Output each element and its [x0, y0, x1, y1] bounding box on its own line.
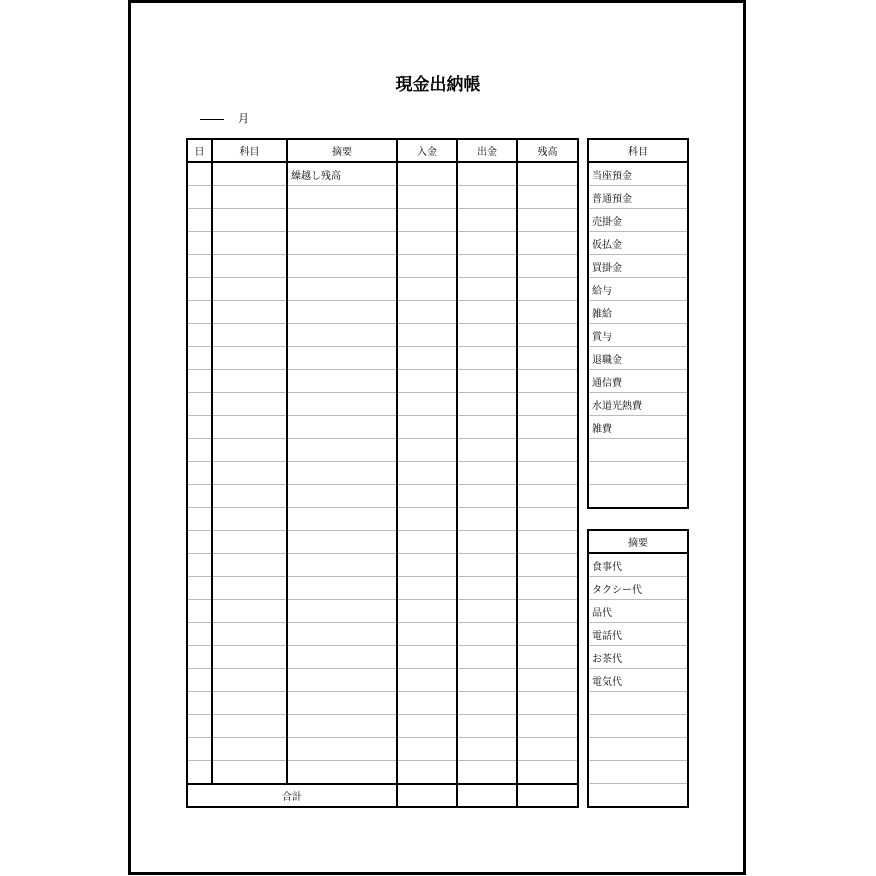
table-cell[interactable]	[212, 554, 287, 577]
table-cell[interactable]	[187, 462, 212, 485]
table-cell[interactable]	[517, 462, 578, 485]
table-cell[interactable]	[287, 370, 397, 393]
table-cell[interactable]	[187, 531, 212, 554]
table-cell[interactable]	[517, 347, 578, 370]
table-cell[interactable]	[212, 761, 287, 785]
table-cell[interactable]	[517, 324, 578, 347]
table-cell[interactable]	[187, 692, 212, 715]
column-header: 入金	[397, 139, 457, 162]
table-cell[interactable]	[212, 347, 287, 370]
table-cell[interactable]	[457, 255, 517, 278]
table-cell[interactable]	[517, 186, 578, 209]
total-cell[interactable]	[397, 784, 457, 807]
table-cell[interactable]	[457, 162, 517, 186]
table-cell[interactable]	[397, 370, 457, 393]
column-header: 科目	[212, 139, 287, 162]
table-cell[interactable]	[212, 646, 287, 669]
list-item: タクシー代	[588, 577, 688, 600]
table-row	[187, 255, 578, 278]
table-cell[interactable]	[397, 278, 457, 301]
table-row	[187, 232, 578, 255]
table-cell[interactable]	[397, 186, 457, 209]
table-cell[interactable]	[287, 393, 397, 416]
list-item: 買掛金	[588, 255, 688, 278]
table-cell[interactable]	[287, 255, 397, 278]
table-cell[interactable]	[187, 162, 212, 186]
table-cell[interactable]	[457, 485, 517, 508]
table-cell[interactable]	[517, 255, 578, 278]
table-cell[interactable]	[517, 761, 578, 785]
list-item: 当座預金	[588, 162, 688, 186]
table-cell[interactable]	[517, 232, 578, 255]
table-cell[interactable]	[457, 508, 517, 531]
column-header: 残高	[517, 139, 578, 162]
table-cell[interactable]	[287, 669, 397, 692]
table-cell[interactable]	[457, 531, 517, 554]
month-label: 月	[238, 112, 249, 125]
table-cell[interactable]	[187, 761, 212, 785]
list-item	[588, 784, 688, 808]
list-item: 給与	[588, 278, 688, 301]
table-cell[interactable]	[457, 761, 517, 785]
table-row	[187, 761, 578, 785]
accounts-table	[587, 138, 689, 509]
table-cell[interactable]	[187, 416, 212, 439]
table-cell[interactable]	[187, 347, 212, 370]
month-field	[200, 110, 249, 126]
table-row	[187, 186, 578, 209]
table-row	[187, 600, 578, 623]
table-row	[187, 278, 578, 301]
table-cell[interactable]	[212, 623, 287, 646]
list-item	[588, 439, 688, 462]
table-cell[interactable]	[287, 692, 397, 715]
table-cell[interactable]	[187, 485, 212, 508]
table-cell[interactable]	[397, 393, 457, 416]
table-row	[187, 669, 578, 692]
table-cell[interactable]	[187, 554, 212, 577]
table-cell[interactable]	[287, 646, 397, 669]
table-cell[interactable]	[517, 301, 578, 324]
table-cell[interactable]	[517, 715, 578, 738]
table-cell[interactable]	[457, 715, 517, 738]
table-cell[interactable]	[457, 462, 517, 485]
table-cell[interactable]	[212, 577, 287, 600]
table-cell[interactable]	[397, 577, 457, 600]
list-item: 食事代	[588, 553, 688, 577]
table-cell[interactable]	[287, 416, 397, 439]
list-item: 電話代	[588, 623, 688, 646]
table-cell[interactable]	[517, 416, 578, 439]
table-cell[interactable]	[457, 347, 517, 370]
table-cell[interactable]	[457, 623, 517, 646]
table-cell[interactable]	[212, 462, 287, 485]
table-cell[interactable]	[397, 715, 457, 738]
table-cell[interactable]	[397, 508, 457, 531]
table-cell[interactable]	[517, 623, 578, 646]
table-cell[interactable]	[287, 600, 397, 623]
accounts-header: 科目	[588, 139, 688, 162]
table-cell[interactable]	[397, 669, 457, 692]
table-cell[interactable]	[287, 209, 397, 232]
table-cell[interactable]	[457, 692, 517, 715]
table-row	[187, 462, 578, 485]
table-cell[interactable]	[397, 347, 457, 370]
table-cell[interactable]	[212, 370, 287, 393]
table-cell[interactable]	[457, 577, 517, 600]
table-row	[187, 393, 578, 416]
table-cell[interactable]	[287, 186, 397, 209]
table-cell[interactable]	[212, 508, 287, 531]
table-cell[interactable]	[187, 623, 212, 646]
table-row	[187, 623, 578, 646]
table-cell[interactable]	[517, 554, 578, 577]
table-cell[interactable]	[187, 577, 212, 600]
table-cell[interactable]	[457, 554, 517, 577]
table-cell[interactable]	[397, 692, 457, 715]
table-cell[interactable]	[212, 255, 287, 278]
table-cell[interactable]	[457, 370, 517, 393]
table-cell[interactable]	[187, 646, 212, 669]
table-cell[interactable]	[287, 738, 397, 761]
table-cell[interactable]	[212, 738, 287, 761]
table-cell[interactable]	[212, 485, 287, 508]
table-cell[interactable]	[287, 485, 397, 508]
table-cell[interactable]	[287, 232, 397, 255]
column-header: 出金	[457, 139, 517, 162]
table-cell[interactable]	[212, 416, 287, 439]
table-cell[interactable]	[517, 600, 578, 623]
table-cell[interactable]	[287, 761, 397, 785]
table-cell[interactable]	[187, 324, 212, 347]
table-cell[interactable]	[187, 669, 212, 692]
table-cell[interactable]	[517, 209, 578, 232]
table-row	[187, 324, 578, 347]
table-cell[interactable]	[287, 623, 397, 646]
list-item: 電気代	[588, 669, 688, 692]
list-item: 水道光熱費	[588, 393, 688, 416]
table-cell[interactable]	[187, 255, 212, 278]
table-cell[interactable]	[517, 692, 578, 715]
table-cell[interactable]	[397, 623, 457, 646]
table-cell[interactable]	[212, 324, 287, 347]
table-cell[interactable]	[212, 600, 287, 623]
table-cell[interactable]	[212, 209, 287, 232]
table-cell[interactable]	[397, 761, 457, 785]
table-cell[interactable]	[517, 439, 578, 462]
table-cell[interactable]	[187, 600, 212, 623]
table-cell[interactable]	[187, 370, 212, 393]
table-cell[interactable]	[187, 715, 212, 738]
table-cell[interactable]	[287, 301, 397, 324]
list-item: 品代	[588, 600, 688, 623]
table-cell[interactable]	[287, 462, 397, 485]
list-item: 仮払金	[588, 232, 688, 255]
table-row	[187, 577, 578, 600]
table-cell[interactable]	[397, 255, 457, 278]
table-row	[187, 301, 578, 324]
table-row	[187, 370, 578, 393]
table-cell[interactable]	[517, 646, 578, 669]
table-cell[interactable]	[457, 278, 517, 301]
table-row	[187, 692, 578, 715]
list-item: 売掛金	[588, 209, 688, 232]
table-cell[interactable]	[187, 209, 212, 232]
list-item: 雑費	[588, 416, 688, 439]
table-row	[187, 439, 578, 462]
page-title: 現金出納帳	[395, 75, 481, 95]
table-cell[interactable]	[187, 439, 212, 462]
list-item: 賞与	[588, 324, 688, 347]
table-row	[187, 738, 578, 761]
list-item: 通信費	[588, 370, 688, 393]
table-cell[interactable]	[397, 531, 457, 554]
table-cell[interactable]	[187, 738, 212, 761]
table-cell[interactable]	[397, 646, 457, 669]
month-blank[interactable]	[200, 119, 224, 120]
table-row	[187, 531, 578, 554]
table-cell[interactable]	[287, 324, 397, 347]
table-cell[interactable]	[457, 416, 517, 439]
table-cell[interactable]	[457, 186, 517, 209]
table-cell[interactable]	[187, 508, 212, 531]
total-cell[interactable]	[457, 784, 517, 807]
table-row	[187, 347, 578, 370]
column-header: 摘要	[287, 139, 397, 162]
table-cell[interactable]	[457, 324, 517, 347]
table-cell[interactable]	[517, 162, 578, 186]
list-item	[588, 738, 688, 761]
table-cell[interactable]	[457, 669, 517, 692]
table-cell[interactable]	[287, 347, 397, 370]
table-cell[interactable]	[187, 186, 212, 209]
table-cell[interactable]	[212, 301, 287, 324]
total-row	[187, 784, 578, 807]
table-cell[interactable]	[457, 393, 517, 416]
table-row	[187, 209, 578, 232]
table-row	[187, 646, 578, 669]
table-cell[interactable]	[287, 577, 397, 600]
table-cell[interactable]	[397, 738, 457, 761]
table-cell[interactable]	[517, 669, 578, 692]
table-cell[interactable]	[517, 485, 578, 508]
table-cell[interactable]	[212, 669, 287, 692]
table-cell[interactable]	[457, 439, 517, 462]
summary-header: 摘要	[588, 530, 688, 553]
table-cell[interactable]	[212, 692, 287, 715]
table-cell[interactable]	[212, 278, 287, 301]
list-item	[588, 761, 688, 784]
table-cell[interactable]	[457, 646, 517, 669]
table-cell[interactable]	[457, 301, 517, 324]
table-cell[interactable]	[287, 508, 397, 531]
table-cell[interactable]	[397, 232, 457, 255]
list-item: 退職金	[588, 347, 688, 370]
list-item	[588, 715, 688, 738]
table-cell[interactable]	[397, 485, 457, 508]
table-row	[187, 508, 578, 531]
table-cell[interactable]	[397, 301, 457, 324]
table-cell[interactable]	[187, 232, 212, 255]
table-cell[interactable]	[287, 278, 397, 301]
table-row	[187, 162, 578, 186]
list-item	[588, 462, 688, 485]
list-item: 普通預金	[588, 186, 688, 209]
table-cell[interactable]	[212, 186, 287, 209]
table-cell[interactable]	[457, 232, 517, 255]
table-cell[interactable]	[397, 462, 457, 485]
table-cell[interactable]	[187, 278, 212, 301]
table-cell[interactable]	[397, 600, 457, 623]
table-cell[interactable]	[457, 209, 517, 232]
list-item: 雑給	[588, 301, 688, 324]
table-cell[interactable]	[212, 531, 287, 554]
table-cell[interactable]	[517, 531, 578, 554]
table-cell[interactable]	[457, 738, 517, 761]
table-cell[interactable]	[287, 439, 397, 462]
table-cell[interactable]	[287, 554, 397, 577]
summary-table	[587, 529, 689, 808]
column-header: 日	[187, 139, 212, 162]
total-label: 合計	[187, 784, 397, 807]
table-cell[interactable]	[212, 232, 287, 255]
table-cell[interactable]: 繰越し残高	[287, 162, 397, 186]
cash-ledger-table	[186, 138, 579, 808]
table-cell[interactable]	[397, 162, 457, 186]
list-item	[588, 485, 688, 509]
table-cell[interactable]	[517, 370, 578, 393]
table-cell[interactable]	[397, 324, 457, 347]
table-cell[interactable]	[397, 209, 457, 232]
table-cell[interactable]	[212, 393, 287, 416]
table-cell[interactable]	[287, 531, 397, 554]
table-cell[interactable]	[397, 439, 457, 462]
table-cell[interactable]	[212, 162, 287, 186]
total-cell[interactable]	[517, 784, 578, 807]
table-cell[interactable]	[187, 301, 212, 324]
table-cell[interactable]	[517, 508, 578, 531]
table-cell[interactable]	[457, 600, 517, 623]
list-item: お茶代	[588, 646, 688, 669]
table-cell[interactable]	[187, 393, 212, 416]
table-cell[interactable]	[212, 715, 287, 738]
table-cell[interactable]	[517, 278, 578, 301]
table-row	[187, 715, 578, 738]
table-row	[187, 416, 578, 439]
table-cell[interactable]	[397, 416, 457, 439]
table-row	[187, 485, 578, 508]
table-cell[interactable]	[397, 554, 457, 577]
table-cell[interactable]	[517, 577, 578, 600]
table-cell[interactable]	[287, 715, 397, 738]
table-cell[interactable]	[517, 738, 578, 761]
table-row	[187, 554, 578, 577]
table-cell[interactable]	[212, 439, 287, 462]
table-cell[interactable]	[517, 393, 578, 416]
list-item	[588, 692, 688, 715]
